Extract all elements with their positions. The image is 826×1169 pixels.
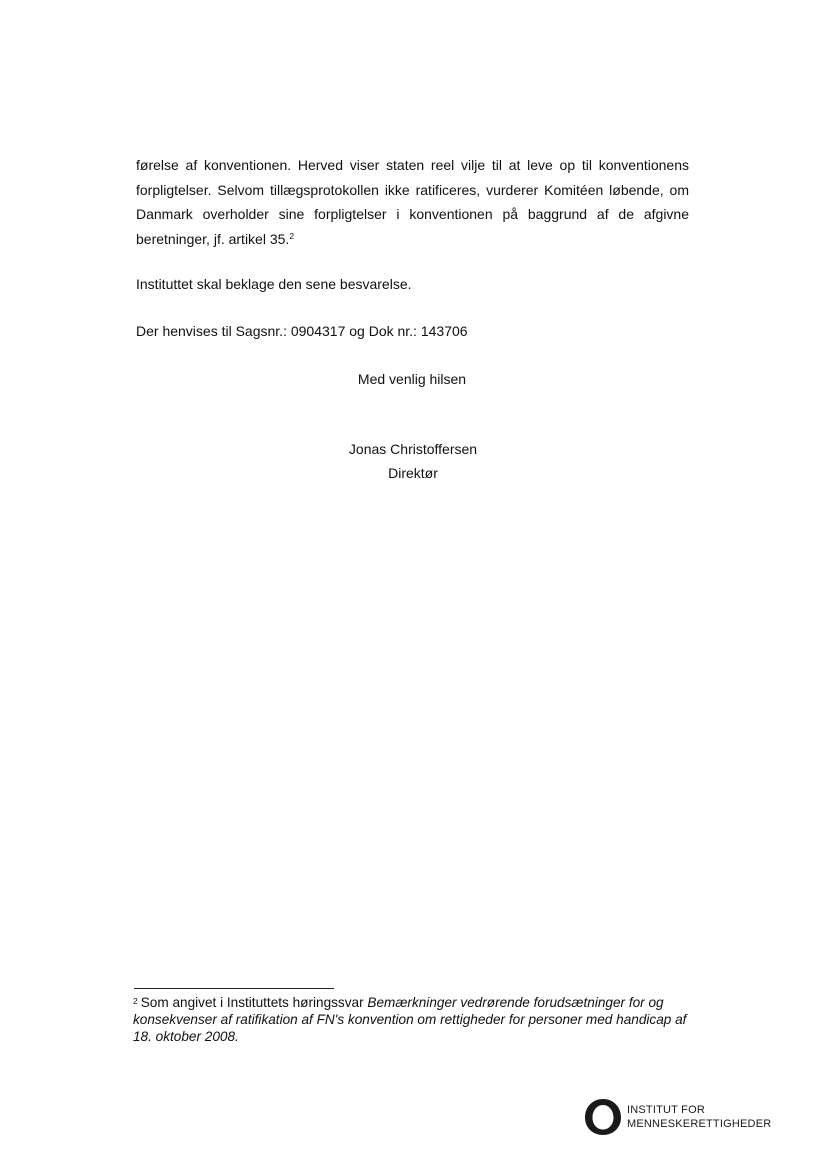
closing-line [0, 369, 826, 389]
main-paragraph [136, 153, 689, 251]
institute-logo [584, 1098, 784, 1138]
signer-name-text: Jonas Christoffersen [348, 441, 478, 457]
apology-paragraph: Instituttet skal beklage den sene besvarelse. [136, 276, 412, 292]
logo-line-2: MENNESKERETTIGHEDER [627, 1118, 772, 1130]
footnote-divider [134, 988, 334, 989]
closing-text: Med venlig hilsen [357, 371, 467, 387]
logo-ring-icon [584, 1098, 622, 1136]
footnote-number: 2 [133, 996, 138, 1006]
main-paragraph-text: førelse af konventionen. Herved viser staten reel vilje til at leve op til konventionens forpligtelser. Selvom tillægsprotokollen ikke ratificeres, vurderer Komitéen løbende, om Danmark overholder sine forpligtelser i konventionen på baggrund af de afgivne beretninger, jf. artikel 35. [136, 157, 689, 247]
footnote [133, 994, 693, 1045]
signer-title-text: Direktør [388, 465, 438, 481]
footnote-italic-text: Bemærkninger vedrørende forudsætninger for og konsekvenser af ratifikation af FN's konvention om rettigheder for personer med handicap af 18. oktober 2008. [133, 995, 687, 1044]
reference-paragraph: Der henvises til Sagsnr.: 0904317 og Dok nr.: 143706 [136, 323, 468, 339]
footnote-lead-text: Som angivet i Instituttets høringssvar [140, 995, 368, 1010]
signer-name [0, 439, 826, 459]
signer-title [0, 463, 826, 483]
logo-line-1: INSTITUT FOR [627, 1104, 705, 1116]
footnote-reference[interactable]: 2 [289, 230, 295, 241]
logo-text [627, 1103, 771, 1131]
